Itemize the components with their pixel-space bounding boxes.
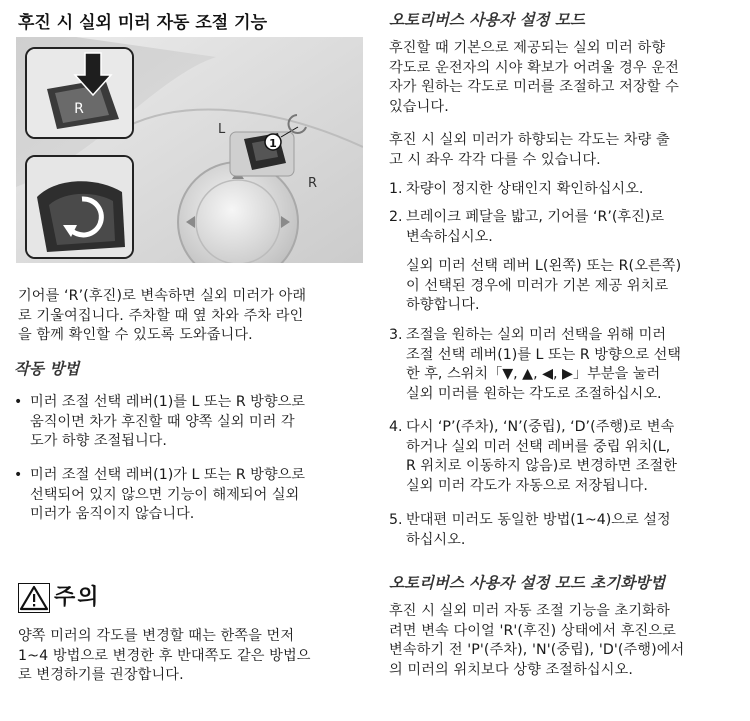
caution-line: 양쪽 미러의 각도를 변경할 때는 한쪽을 먼저 [18, 628, 295, 644]
angle-note-paragraph [389, 131, 739, 170]
bullet-line: 미러가 움직이지 않습니다. [30, 506, 195, 522]
step-line: 조절 선택 레버(1)를 L 또는 R 방향으로 선택 [406, 346, 682, 363]
note-line: 이 선택된 경우에 미러가 기본 제공 위치로 [406, 277, 669, 294]
step-line: 반대편 미러도 동일한 방법(1~4)으로 설정 [406, 512, 671, 528]
paragraph-line: 후진할 때 기본으로 제공되는 실외 미러 하향 [389, 40, 666, 56]
reset-paragraph [389, 602, 741, 680]
bullet-icon: • [14, 467, 23, 483]
step-line: 변속하십시오. [406, 228, 493, 245]
bullet-icon: • [14, 394, 23, 410]
step-line: 한 후, 스위치「▼, ▲, ◀, ▶」부분을 눌러 [406, 366, 661, 382]
intro-line: 로 기울여집니다. 주차할 때 옆 차와 주차 라인 [18, 307, 304, 324]
mirror-inset [25, 155, 134, 259]
step-1 [389, 180, 739, 200]
step-line: 조절을 원하는 실외 미러 선택을 위해 미러 [406, 327, 667, 343]
step-number: 2. [389, 209, 403, 225]
user-mode-heading: 오토리버스 사용자 설정 모드 [389, 11, 585, 29]
section-title: 후진 시 실외 미러 자동 조절 기능 [18, 13, 267, 33]
step-number: 4. [389, 419, 403, 435]
paragraph-line: 자가 원하는 각도로 미러를 조절하고 저장할 수 [389, 79, 679, 95]
step-line: 실외 미러를 원하는 각도로 조절하십시오. [406, 385, 662, 402]
paragraph-line: 각도로 운전자의 시야 확보가 어려울 경우 운전 [389, 59, 679, 76]
intro-paragraph [18, 287, 368, 346]
paragraph-line: 변속하기 전 'P'(주차), 'N'(중립), 'D'(주행)에서 [389, 642, 685, 658]
note-line: 실외 미러 선택 레버 L(왼쪽) 또는 R(오른쪽) [406, 258, 682, 274]
caution-text [18, 627, 370, 686]
caution-title: 주의 [54, 585, 101, 610]
user-mode-paragraph [389, 39, 739, 117]
paragraph-line: 의 미러의 위치보다 상향 조절하십시오. [389, 661, 633, 678]
caution-line: 1~4 방법으로 변경한 후 반대쪽도 같은 방법으 [18, 647, 311, 664]
intro-line: 을 함께 확인할 수 있도록 도와줍니다. [18, 327, 253, 343]
step-line: 하거나 실외 미러 선택 레버를 중립 위치(L, [406, 438, 671, 455]
paragraph-line: 려면 변속 다이얼 'R'(후진) 상태에서 후진으로 [389, 622, 676, 639]
step-line: 실외 미러 각도가 자동으로 저장됩니다. [406, 477, 648, 494]
step-number: 3. [389, 327, 403, 343]
left-label: L [218, 122, 226, 137]
step-line: 하십시오. [406, 531, 466, 548]
operation-heading: 작동 방법 [14, 360, 80, 378]
bullet-line: 선택되어 있지 않으면 기능이 해제되어 실외 [30, 486, 300, 503]
paragraph-line: 있습니다. [389, 98, 449, 115]
reset-heading: 오토리버스 사용자 설정 모드 초기화방법 [389, 574, 666, 592]
step-line: R 위치로 이동하지 않음)로 변경하면 조절한 [406, 458, 677, 474]
bullet-line: 미러 조절 선택 레버(1)가 L 또는 R 방향으로 [30, 467, 306, 483]
step-number: 1. [389, 181, 403, 197]
note-line: 하향합니다. [406, 297, 480, 313]
step-5 [389, 511, 739, 550]
step-2-note [406, 257, 746, 316]
step-2 [389, 208, 739, 247]
step-line: 차량이 정지한 상태인지 확인하십시오. [406, 181, 644, 197]
caution-line: 로 변경하기를 권장합니다. [18, 667, 184, 683]
intro-line: 기어를 ‘R’(후진)로 변속하면 실외 미러가 아래 [18, 288, 307, 304]
step-number: 5. [389, 512, 403, 528]
gear-inset [25, 47, 134, 139]
bullet-item [14, 466, 364, 525]
callout-number: 1 [269, 137, 277, 150]
bullet-line: 미러 조절 선택 레버(1)를 L 또는 R 방향으로 [30, 394, 306, 410]
step-line: 다시 ‘P’(주차), ‘N’(중립), ‘D’(주행)로 변속 [406, 419, 675, 435]
bullet-item [14, 393, 364, 452]
mirror-control-figure [16, 37, 363, 263]
paragraph-line: 고 시 좌우 각각 다를 수 있습니다. [389, 151, 601, 168]
bullet-line: 도가 하향 조절됩니다. [30, 433, 167, 449]
paragraph-line: 후진 시 실외 미러 자동 조절 기능을 초기화하 [389, 603, 670, 619]
right-label: R [308, 176, 318, 191]
step-3 [389, 326, 739, 404]
bullet-line: 움직이면 차가 후진할 때 양쪽 실외 미러 각 [30, 413, 295, 430]
warning-icon [18, 583, 50, 613]
paragraph-line: 후진 시 실외 미러가 하향되는 각도는 차량 출 [389, 132, 670, 148]
step-line: 브레이크 페달을 밟고, 기어를 ‘R’(후진)로 [406, 209, 665, 225]
step-4 [389, 418, 739, 496]
gear-r-label: R [74, 101, 84, 117]
